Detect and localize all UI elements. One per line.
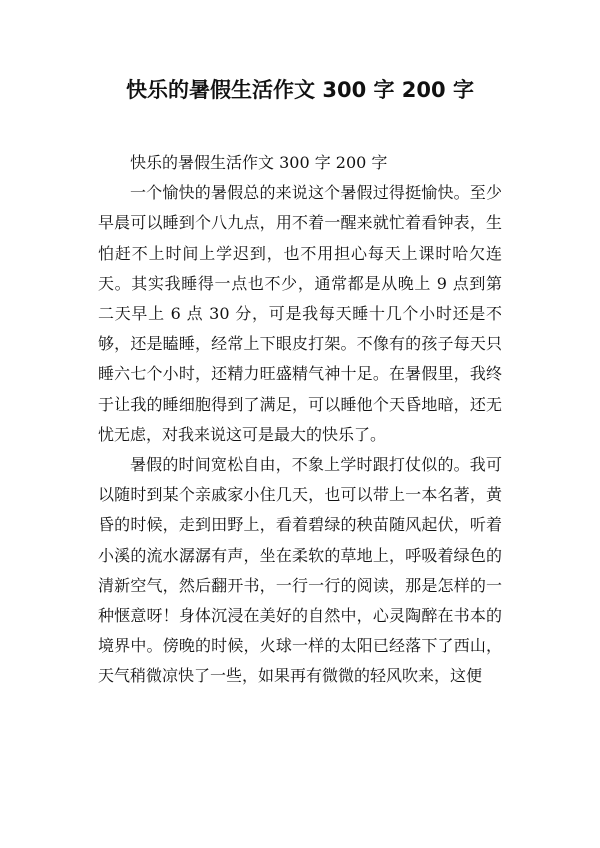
paragraph-2: 暑假的时间宽松自由，不象上学时跟打仗似的。我可以随时到某个亲戚家小住几天，也可以带上一本名著，黄昏的时候，走到田野上，看着碧绿的秧苗随风起伏，听着小溪的流水潺潺有声，坐在柔软的草地上，呼吸着绿色的清新空气，然后翻开书，一行一行的阅读，那是怎样的一种惬意呀！身体沉浸在美好的自然中，心灵陶醉在书本的境界中。傍晚的时候，火球一样的太阳已经落下了西山，天气稍微凉快了一些，如果再有微微的轻风吹来，这便: [98, 455, 502, 686]
document-subtitle: 快乐的暑假生活作文 300 字 200 字: [130, 153, 388, 172]
document-title: 快乐的暑假生活作文 300 字 200 字: [126, 78, 474, 102]
document-body: [98, 148, 502, 692]
paragraph-1: 一个愉快的暑假总的来说这个暑假过得挺愉快。至少早晨可以睡到个八九点，用不着一醒来就忙着看钟表，生怕赶不上时间上学迟到，也不用担心每天上课时哈欠连天。其实我睡得一点也不少，通常都是从晚上 9 点到第二天早上 6 点 30 分，可是我每天睡十几个小时还是不够，还是瞌睡，经常上下眼皮打架。不像有的孩子每天只睡六七个小时，还精力旺盛精气神十足。在暑假里，我终于让我的睡细胞得到了满足，可以睡他个天昏地暗，还无忧无虑，对我来说这可是最大的快乐了。: [98, 183, 502, 444]
